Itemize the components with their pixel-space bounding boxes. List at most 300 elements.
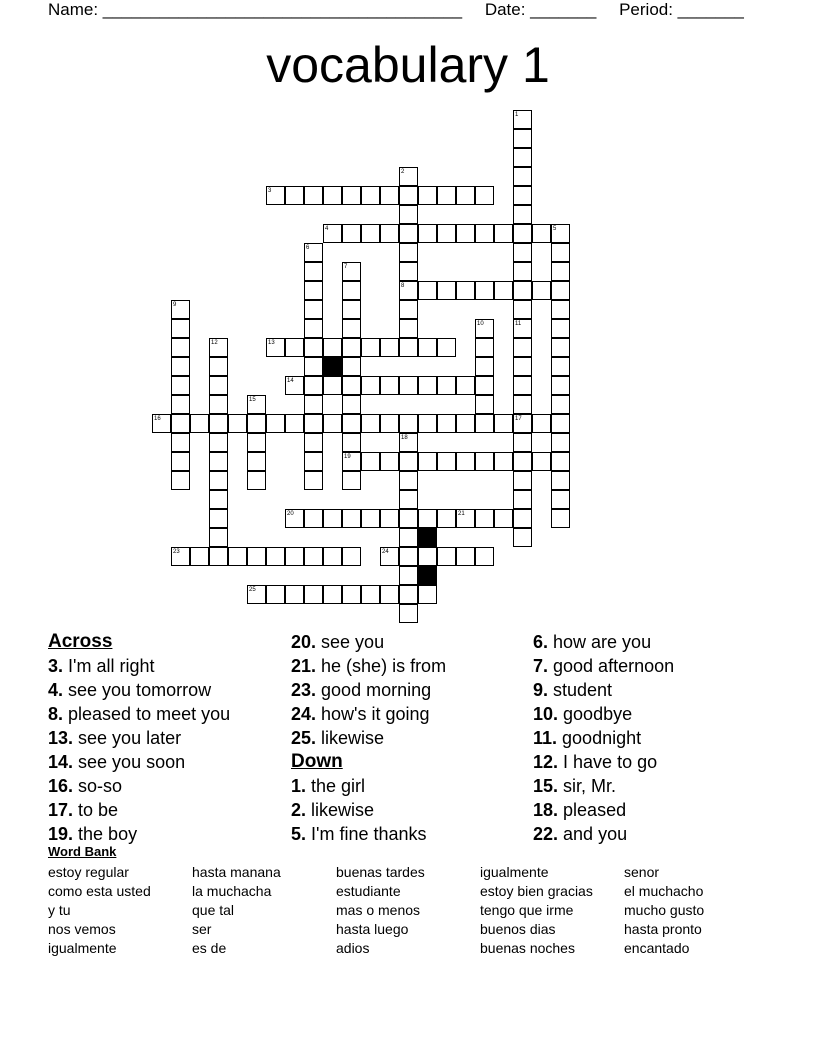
word-bank-item: hasta manana (192, 864, 281, 880)
crossword-cell[interactable] (399, 566, 418, 585)
crossword-cell[interactable] (437, 281, 456, 300)
crossword-cell[interactable] (266, 585, 285, 604)
crossword-cell[interactable] (285, 414, 304, 433)
clue-number: 16. (48, 776, 74, 796)
crossword-cell[interactable] (437, 509, 456, 528)
crossword-cell[interactable] (209, 414, 228, 433)
crossword-cell[interactable] (247, 452, 266, 471)
crossword-cell[interactable] (399, 604, 418, 623)
word-bank-column (336, 863, 425, 958)
crossword-cell[interactable] (551, 319, 570, 338)
clue-number: 11. (533, 728, 558, 748)
crossword-cell[interactable] (399, 414, 418, 433)
clue-number: 18. (533, 800, 559, 820)
crossword-cell[interactable] (247, 433, 266, 452)
crossword-cell[interactable] (399, 509, 418, 528)
across-column-1 (48, 630, 288, 846)
clue-text: see you later (73, 728, 182, 748)
crossword-cell[interactable] (342, 300, 361, 319)
crossword-cell[interactable] (171, 414, 190, 433)
crossword-cell[interactable] (304, 433, 323, 452)
crossword-cell[interactable] (513, 281, 532, 300)
crossword-cell[interactable] (209, 528, 228, 547)
crossword-cell[interactable] (551, 509, 570, 528)
crossword-cell[interactable] (551, 338, 570, 357)
clue-text: I'm fine thanks (306, 824, 427, 844)
word-bank-item: como esta usted (48, 883, 151, 899)
clue-number: 9. (533, 680, 549, 700)
crossword-cell[interactable] (304, 376, 323, 395)
crossword-cell[interactable] (342, 338, 361, 357)
cell-number: 8 (401, 283, 405, 289)
word-bank-item: mas o menos (336, 902, 421, 918)
crossword-cell[interactable] (513, 129, 532, 148)
crossword-cell[interactable] (209, 395, 228, 414)
clue-text: how are you (548, 632, 652, 652)
crossword-cell[interactable] (304, 319, 323, 338)
crossword-cell[interactable] (513, 433, 532, 452)
crossword-cell[interactable] (342, 509, 361, 528)
across-clue (48, 678, 288, 702)
crossword-cell[interactable] (342, 357, 361, 376)
cell-number: 2 (401, 169, 405, 175)
crossword-cell[interactable] (304, 452, 323, 471)
crossword-cell[interactable] (551, 414, 570, 433)
crossword-cell[interactable] (247, 414, 266, 433)
word-bank-column (48, 863, 151, 958)
crossword-cell[interactable] (361, 585, 380, 604)
word-bank-item: estoy bien gracias (480, 883, 593, 899)
crossword-cell[interactable] (361, 338, 380, 357)
crossword-cell[interactable] (304, 300, 323, 319)
crossword-cell[interactable] (304, 338, 323, 357)
crossword-cell[interactable] (399, 585, 418, 604)
crossword-cell[interactable] (437, 414, 456, 433)
crossword-cell[interactable] (323, 585, 342, 604)
crossword-cell[interactable] (342, 414, 361, 433)
cell-number: 11 (515, 321, 522, 327)
crossword-cell[interactable] (399, 528, 418, 547)
crossword-cell[interactable] (209, 490, 228, 509)
crossword-cell[interactable] (494, 509, 513, 528)
clue-text: likewise (316, 728, 385, 748)
crossword-cell[interactable] (380, 509, 399, 528)
crossword-cell[interactable] (342, 395, 361, 414)
crossword-cell[interactable] (209, 433, 228, 452)
crossword-cell[interactable] (494, 452, 513, 471)
crossword-cell[interactable] (342, 281, 361, 300)
crossword-cell[interactable] (551, 262, 570, 281)
down-heading: Down (291, 751, 343, 772)
word-bank-item: nos vemos (48, 921, 116, 937)
clue-number: 6. (533, 632, 549, 652)
cell-number: 22 (420, 530, 427, 536)
clues-column-3 (533, 630, 773, 846)
crossword-cell[interactable] (399, 452, 418, 471)
clue-text: see you (316, 632, 385, 652)
clue-number: 20. (291, 632, 317, 652)
cell-number: 17 (515, 416, 522, 422)
crossword-cell[interactable] (513, 528, 532, 547)
crossword-cell[interactable] (323, 547, 342, 566)
across-clue (48, 750, 288, 774)
crossword-cell[interactable] (513, 224, 532, 243)
period-field-label[interactable]: Period: _______ (619, 0, 744, 19)
clue-number: 15. (533, 776, 559, 796)
crossword-cell[interactable] (551, 471, 570, 490)
crossword-cell[interactable] (247, 471, 266, 490)
across-clue (48, 654, 288, 678)
crossword-cell[interactable] (399, 490, 418, 509)
clue-number: 8. (48, 704, 64, 724)
clue-number: 3. (48, 656, 64, 676)
crossword-cell[interactable] (209, 357, 228, 376)
crossword-cell[interactable] (513, 509, 532, 528)
crossword-cell[interactable] (418, 547, 437, 566)
word-bank-item: que tal (192, 902, 235, 918)
clue-text: pleased (558, 800, 627, 820)
crossword-cell[interactable] (266, 547, 285, 566)
crossword-cell[interactable] (285, 585, 304, 604)
crossword-cell[interactable] (475, 224, 494, 243)
crossword-cell[interactable] (437, 547, 456, 566)
crossword-cell[interactable] (342, 433, 361, 452)
down-clue (533, 678, 773, 702)
crossword-cell[interactable] (551, 452, 570, 471)
clue-number: 2. (291, 800, 307, 820)
crossword-cell[interactable] (475, 547, 494, 566)
crossword-cell[interactable] (551, 490, 570, 509)
crossword-cell[interactable] (361, 509, 380, 528)
crossword-cell[interactable] (323, 338, 342, 357)
cell-number: 19 (344, 454, 351, 460)
crossword-cell[interactable] (532, 452, 551, 471)
page-title: vocabulary 1 (266, 37, 550, 93)
word-bank-item: buenas tardes (336, 864, 425, 880)
crossword-cell[interactable] (513, 471, 532, 490)
crossword-cell[interactable] (475, 281, 494, 300)
crossword-cell[interactable] (342, 585, 361, 604)
crossword-cell[interactable] (418, 585, 437, 604)
clue-text: so-so (73, 776, 123, 796)
word-bank-item: senor (624, 864, 660, 880)
word-bank-item: buenos dias (480, 921, 556, 937)
crossword-cell[interactable] (532, 281, 551, 300)
crossword-cell[interactable] (323, 414, 342, 433)
across-clue (48, 726, 288, 750)
crossword-cell[interactable] (304, 357, 323, 376)
cell-number: 12 (211, 340, 218, 346)
crossword-cell[interactable] (399, 262, 418, 281)
crossword-cell[interactable] (437, 186, 456, 205)
cell-number: 4 (325, 226, 329, 232)
crossword-cell[interactable] (342, 224, 361, 243)
crossword-cell[interactable] (551, 243, 570, 262)
crossword-cell[interactable] (513, 376, 532, 395)
crossword-cell[interactable] (361, 414, 380, 433)
crossword-cell[interactable] (304, 547, 323, 566)
crossword-cell[interactable] (247, 547, 266, 566)
crossword-cell[interactable] (399, 243, 418, 262)
crossword-cell[interactable] (513, 357, 532, 376)
crossword-cell[interactable] (380, 585, 399, 604)
crossword-cell[interactable] (304, 186, 323, 205)
across-clue (48, 702, 288, 726)
cell-number: 16 (154, 416, 161, 422)
crossword-cell[interactable] (399, 224, 418, 243)
clue-text: and you (558, 824, 628, 844)
crossword-cell[interactable] (380, 376, 399, 395)
crossword-cell[interactable] (551, 376, 570, 395)
cell-number: 23 (173, 549, 180, 555)
cell-number: 5 (553, 226, 557, 232)
crossword-cell[interactable] (399, 205, 418, 224)
clue-number: 22. (533, 824, 559, 844)
clue-text: how's it going (316, 704, 430, 724)
crossword-cell[interactable] (228, 547, 247, 566)
down-clue (533, 822, 773, 846)
word-bank-item: ser (192, 921, 212, 937)
cell-number: 15 (249, 397, 256, 403)
clue-text: sir, Mr. (558, 776, 617, 796)
crossword-cell[interactable] (456, 376, 475, 395)
crossword-cell[interactable] (418, 376, 437, 395)
word-bank-item: estoy regular (48, 864, 129, 880)
crossword-cell[interactable] (475, 452, 494, 471)
crossword-cell[interactable] (456, 224, 475, 243)
word-bank-column (480, 863, 593, 958)
crossword-cell[interactable] (513, 167, 532, 186)
clue-number: 13. (48, 728, 74, 748)
crossword-cell[interactable] (342, 319, 361, 338)
crossword-cell[interactable] (361, 376, 380, 395)
crossword-cell[interactable] (456, 281, 475, 300)
crossword-cell[interactable] (399, 338, 418, 357)
crossword-cell[interactable] (437, 452, 456, 471)
crossword-cell[interactable] (475, 509, 494, 528)
clue-number: 19. (48, 824, 74, 844)
crossword-cell[interactable] (171, 395, 190, 414)
date-field-label[interactable]: Date: _______ (484, 0, 597, 19)
across-clue (291, 678, 531, 702)
clue-number: 1. (291, 776, 307, 796)
clue-text: I'm all right (63, 656, 155, 676)
crossword-cell[interactable] (361, 186, 380, 205)
clue-number: 24. (291, 704, 317, 724)
crossword-cell[interactable] (551, 357, 570, 376)
crossword-cell[interactable] (475, 376, 494, 395)
clue-text: pleased to meet you (63, 704, 231, 724)
clue-text: he (she) is from (316, 656, 447, 676)
crossword-cell[interactable] (285, 186, 304, 205)
down-clue (533, 798, 773, 822)
crossword-cell[interactable] (190, 547, 209, 566)
clue-text: the boy (73, 824, 138, 844)
word-bank-item: igualmente (48, 940, 117, 956)
word-bank-item: buenas noches (480, 940, 575, 956)
crossword-cell[interactable] (513, 490, 532, 509)
down-clue (533, 774, 773, 798)
word-bank-item: hasta luego (336, 921, 409, 937)
crossword-cell[interactable] (418, 509, 437, 528)
crossword-cell[interactable] (475, 186, 494, 205)
cell-number: 9 (173, 302, 177, 308)
crossword-cell[interactable] (399, 319, 418, 338)
crossword-cell[interactable] (171, 319, 190, 338)
clue-number: 17. (48, 800, 74, 820)
name-field-label[interactable]: Name: ______________________________________ (48, 0, 463, 19)
clues-column-2 (291, 630, 531, 846)
crossword-cell[interactable] (513, 186, 532, 205)
crossword-cell[interactable] (228, 414, 247, 433)
crossword-cell[interactable] (399, 376, 418, 395)
crossword-cell[interactable] (209, 547, 228, 566)
across-heading: Across (48, 631, 113, 652)
word-bank-column (624, 863, 704, 958)
cell-number: 10 (477, 321, 484, 327)
crossword-cell[interactable] (513, 243, 532, 262)
crossword-cell[interactable] (494, 414, 513, 433)
cell-number: 14 (287, 378, 294, 384)
crossword-cell[interactable] (513, 452, 532, 471)
crossword-cell[interactable] (551, 433, 570, 452)
crossword-cell[interactable] (399, 186, 418, 205)
crossword-cell[interactable] (475, 357, 494, 376)
down-clue (533, 750, 773, 774)
crossword-cell[interactable] (437, 376, 456, 395)
crossword-cell[interactable] (323, 376, 342, 395)
crossword-cell[interactable] (494, 224, 513, 243)
crossword-cell[interactable] (551, 395, 570, 414)
clue-number: 12. (533, 752, 559, 772)
down-clue (533, 726, 773, 750)
word-bank-item: adios (336, 940, 370, 956)
crossword-cell[interactable] (513, 148, 532, 167)
crossword-cell[interactable] (475, 338, 494, 357)
clue-text: I have to go (558, 752, 658, 772)
crossword-cell[interactable] (494, 281, 513, 300)
clue-number: 21. (291, 656, 317, 676)
crossword-cell[interactable] (513, 395, 532, 414)
crossword-cell[interactable] (551, 300, 570, 319)
cell-number: 20 (287, 511, 294, 517)
clue-text: see you soon (73, 752, 186, 772)
crossword-cell[interactable] (323, 509, 342, 528)
across-clue (48, 822, 288, 846)
word-bank-title: Word Bank (48, 844, 117, 859)
crossword-cell[interactable] (304, 509, 323, 528)
crossword-cell[interactable] (304, 585, 323, 604)
word-bank-item: estudiante (336, 883, 401, 899)
crossword-cell[interactable] (456, 547, 475, 566)
crossword-cell[interactable] (532, 224, 551, 243)
crossword-cell[interactable] (418, 452, 437, 471)
across-clue (291, 702, 531, 726)
across-clue (48, 798, 288, 822)
crossword-cell[interactable] (171, 452, 190, 471)
crossword-cell[interactable] (171, 376, 190, 395)
crossword-cell[interactable] (437, 338, 456, 357)
down-clue (291, 798, 531, 822)
crossword-cell[interactable] (342, 186, 361, 205)
crossword-cell[interactable] (380, 338, 399, 357)
crossword-cell[interactable] (418, 414, 437, 433)
clue-text: good morning (316, 680, 432, 700)
crossword-cell[interactable] (532, 414, 551, 433)
crossword-cell[interactable] (380, 452, 399, 471)
crossword-cell[interactable] (418, 224, 437, 243)
crossword-cell[interactable] (361, 452, 380, 471)
crossword-cell[interactable] (285, 338, 304, 357)
crossword-cell[interactable] (437, 224, 456, 243)
crossword-cell[interactable] (304, 262, 323, 281)
across-clue (48, 774, 288, 798)
crossword-cell[interactable] (304, 281, 323, 300)
crossword-cell[interactable] (380, 414, 399, 433)
crossword-cell[interactable] (209, 452, 228, 471)
crossword-cell[interactable] (380, 186, 399, 205)
crossword-cell[interactable] (418, 338, 437, 357)
crossword-cell[interactable] (209, 471, 228, 490)
clue-number: 5. (291, 824, 307, 844)
crossword-cell[interactable] (171, 357, 190, 376)
crossword-cell[interactable] (285, 547, 304, 566)
crossword-cell[interactable] (456, 414, 475, 433)
down-clue (533, 702, 773, 726)
crossword-cell[interactable] (513, 205, 532, 224)
crossword-cell[interactable] (418, 186, 437, 205)
crossword-cell[interactable] (513, 262, 532, 281)
word-bank-item: el muchacho (624, 883, 704, 899)
crossword-black-cell (418, 566, 437, 585)
crossword-cell[interactable] (399, 547, 418, 566)
crossword-cell[interactable] (323, 186, 342, 205)
crossword-cell[interactable] (342, 376, 361, 395)
word-bank-item: hasta pronto (624, 921, 702, 937)
crossword-cell[interactable] (342, 471, 361, 490)
crossword-cell[interactable] (513, 338, 532, 357)
crossword-cell[interactable] (551, 281, 570, 300)
crossword-cell[interactable] (209, 509, 228, 528)
crossword-cell[interactable] (304, 395, 323, 414)
clue-text: the girl (306, 776, 366, 796)
crossword-cell[interactable] (171, 471, 190, 490)
crossword-cell[interactable] (342, 547, 361, 566)
word-bank-item: encantado (624, 940, 690, 956)
clue-text: see you tomorrow (63, 680, 212, 700)
crossword-cell[interactable] (399, 300, 418, 319)
crossword-cell[interactable] (304, 471, 323, 490)
crossword-cell[interactable] (209, 376, 228, 395)
crossword-cell[interactable] (190, 414, 209, 433)
crossword-cell[interactable] (456, 452, 475, 471)
crossword-cell[interactable] (456, 186, 475, 205)
crossword-cell[interactable] (475, 395, 494, 414)
crossword-cell[interactable] (475, 414, 494, 433)
crossword-cell[interactable] (418, 281, 437, 300)
crossword-cell[interactable] (171, 433, 190, 452)
cell-number: 21 (458, 511, 465, 517)
crossword-cell[interactable] (266, 414, 285, 433)
crossword-cell[interactable] (361, 224, 380, 243)
clue-number: 7. (533, 656, 549, 676)
crossword-cell[interactable] (380, 224, 399, 243)
crossword-cell[interactable] (304, 414, 323, 433)
crossword-cell[interactable] (399, 471, 418, 490)
across-clue (291, 630, 531, 654)
crossword-cell[interactable] (171, 338, 190, 357)
crossword-cell[interactable] (513, 300, 532, 319)
